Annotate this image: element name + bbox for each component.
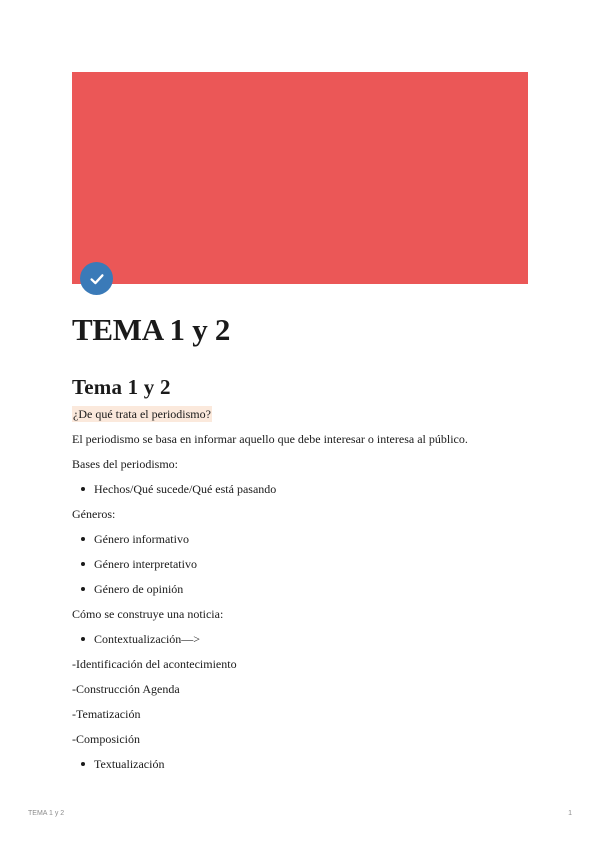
bases-list [72, 477, 528, 502]
page-title: TEMA 1 y 2 [72, 312, 231, 347]
bases-label: Bases del periodismo: [72, 457, 178, 471]
list-item: Género de opinión [72, 577, 528, 602]
question-paragraph [72, 402, 528, 427]
checkmark-icon [88, 270, 106, 288]
list-item: Textualización [72, 752, 528, 777]
step-paragraph: -Identificación del acontecimiento [72, 657, 237, 671]
list-item: Género interpretativo [72, 552, 528, 577]
highlighted-question: ¿De qué trata el periodismo? [73, 407, 211, 421]
step-paragraph: -Composición [72, 732, 140, 746]
final-list [72, 752, 528, 777]
section-heading: Tema 1 y 2 [72, 375, 171, 399]
step-paragraph: -Construcción Agenda [72, 682, 180, 696]
definition-paragraph: El periodismo se basa en informar aquello que debe interesar o interesa al público. [72, 432, 468, 446]
list-item: Contextualización—> [72, 627, 528, 652]
step-paragraph: -Tematización [72, 707, 141, 721]
construction-list [72, 627, 528, 652]
page-content [72, 372, 528, 777]
construction-label: Cómo se construye una noticia: [72, 607, 224, 621]
footer-page-number: 1 [568, 810, 572, 817]
footer-title: TEMA 1 y 2 [28, 810, 65, 817]
genres-list [72, 527, 528, 602]
list-item: Género informativo [72, 527, 528, 552]
cover-banner [72, 72, 528, 284]
page-icon [80, 262, 113, 295]
list-item: Hechos/Qué sucede/Qué está pasando [72, 477, 528, 502]
genres-label: Géneros: [72, 507, 116, 521]
